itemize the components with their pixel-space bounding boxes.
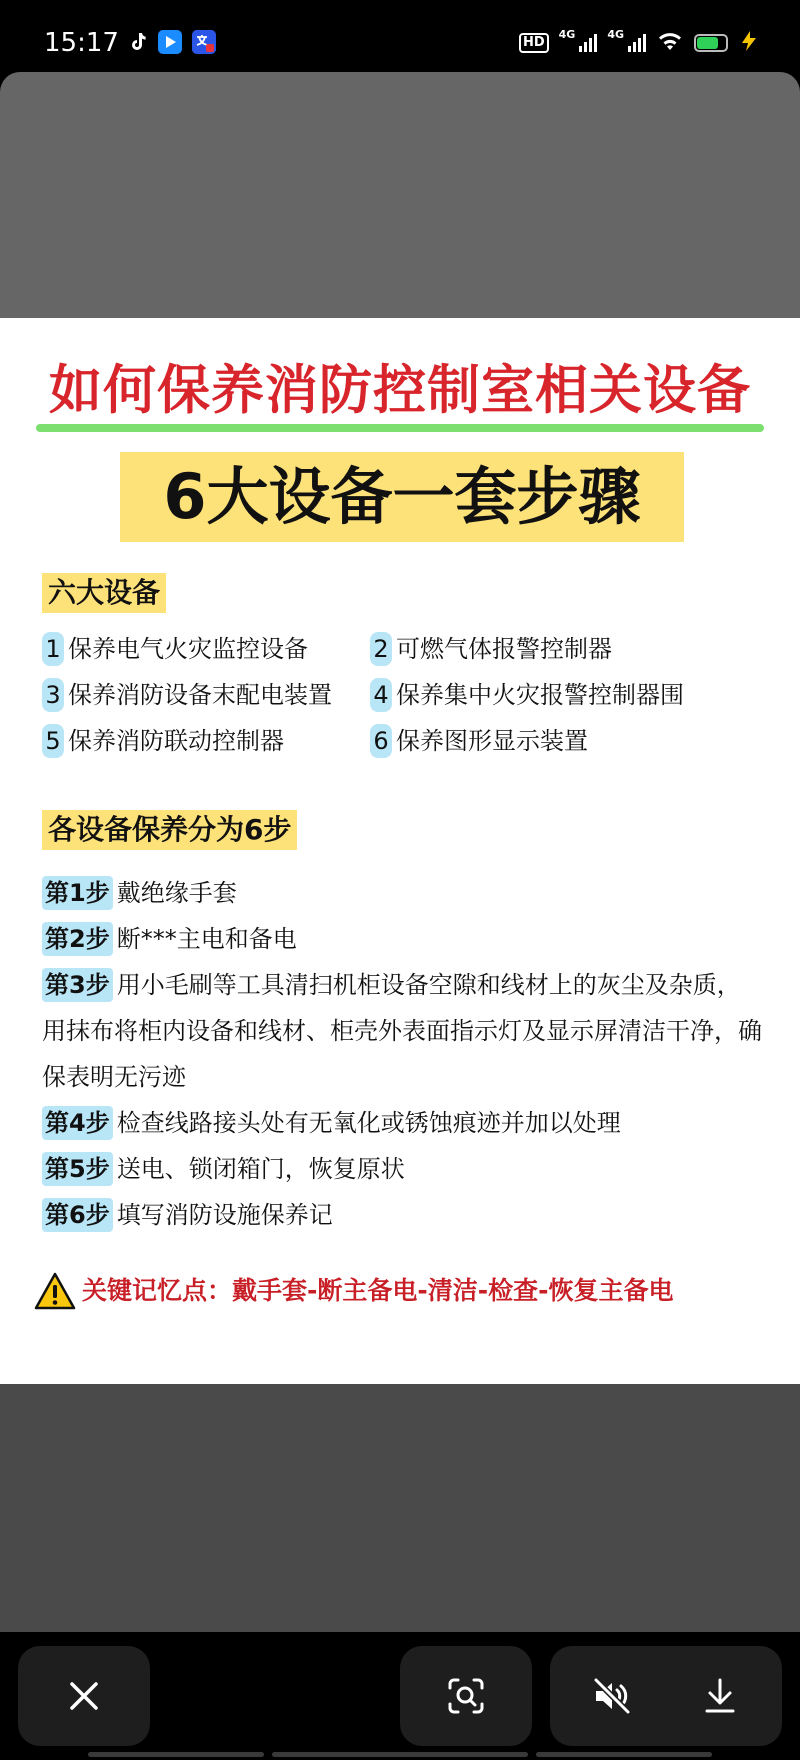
document-image xyxy=(0,318,800,1384)
visual-search-icon xyxy=(442,1672,490,1720)
step-label: 第5步 xyxy=(42,1152,113,1186)
step-row xyxy=(42,1100,762,1146)
device-text: 保养集中火灾报警控制器围 xyxy=(396,681,684,709)
step-label: 第1步 xyxy=(42,876,113,910)
download-icon[interactable] xyxy=(696,1672,744,1720)
hd-voice-badge: HD xyxy=(519,33,549,53)
step-label: 第3步 xyxy=(42,968,113,1002)
device-number-badge: 3 xyxy=(42,678,64,712)
status-indicators xyxy=(519,28,760,58)
title-underline xyxy=(36,424,764,432)
close-icon xyxy=(60,1672,108,1720)
device-item xyxy=(42,676,332,714)
signal-strength-icon-2 xyxy=(628,34,646,52)
image-viewer-top-padding xyxy=(0,72,800,318)
device-number-badge: 4 xyxy=(370,678,392,712)
step-row xyxy=(42,916,762,962)
device-item xyxy=(370,676,684,714)
document-subtitle: 6大设备一套步骤 xyxy=(163,460,641,533)
device-text: 保养消防联动控制器 xyxy=(68,727,284,755)
signal-strength-icon xyxy=(579,34,597,52)
speaker-muted-icon[interactable] xyxy=(588,1672,636,1720)
video-app-icon xyxy=(158,30,182,54)
battery-icon xyxy=(694,34,728,52)
step-row xyxy=(42,962,764,1100)
warning-icon xyxy=(34,1271,76,1311)
step-label: 第4步 xyxy=(42,1106,113,1140)
visual-search-button[interactable] xyxy=(400,1646,532,1746)
charging-bolt-icon xyxy=(738,30,760,57)
device-number-badge: 1 xyxy=(42,632,64,666)
step-text: 填写消防设施保养记 xyxy=(116,1201,333,1229)
wifi-icon xyxy=(656,30,684,56)
step-text: 断***主电和备电 xyxy=(116,925,297,953)
step-row xyxy=(42,870,762,916)
image-viewer-bottom-padding xyxy=(0,1384,800,1632)
bottom-toolbar xyxy=(0,1632,800,1760)
tiktok-icon xyxy=(126,30,150,54)
network-label-1: 4G xyxy=(558,28,576,41)
device-number-badge: 6 xyxy=(370,724,392,758)
device-text: 保养电气火灾监控设备 xyxy=(68,635,308,663)
step-row xyxy=(42,1192,762,1238)
device-text: 可燃气体报警控制器 xyxy=(396,635,612,663)
device-item xyxy=(370,630,612,668)
devices-section-heading: 六大设备 xyxy=(42,573,166,613)
translate-app-icon xyxy=(192,30,216,54)
network-label-2: 4G xyxy=(607,28,624,41)
step-text: 用小毛刷等工具清扫机柜设备空隙和线材上的灰尘及杂质，用抹布将柜内设备和线材、柜壳外表面指示灯及显示屏清洁干净，确保表明无污迹 xyxy=(42,971,762,1091)
step-label: 第2步 xyxy=(42,922,113,956)
device-number-badge: 5 xyxy=(42,724,64,758)
home-indicator-segment xyxy=(536,1752,712,1757)
device-item xyxy=(42,722,284,760)
key-memo xyxy=(34,1268,774,1314)
close-button[interactable] xyxy=(18,1646,150,1746)
home-indicator-segment xyxy=(272,1752,528,1757)
status-time: 15:17 xyxy=(44,28,119,58)
memo-text: 关键记忆点：戴手套-断主备电-清洁-检查-恢复主备电 xyxy=(82,1276,674,1305)
home-indicator-segment xyxy=(88,1752,264,1757)
step-label: 第6步 xyxy=(42,1198,113,1232)
step-text: 送电、锁闭箱门，恢复原状 xyxy=(116,1155,405,1183)
device-text: 保养图形显示装置 xyxy=(396,727,588,755)
document-title: 如何保养消防控制室相关设备 xyxy=(49,360,751,421)
status-bar xyxy=(0,0,800,72)
device-item xyxy=(370,722,588,760)
step-row xyxy=(42,1146,762,1192)
step-text: 戴绝缘手套 xyxy=(116,879,237,907)
media-actions-group xyxy=(550,1646,782,1746)
device-number-badge: 2 xyxy=(370,632,392,666)
device-item xyxy=(42,630,308,668)
device-text: 保养消防设备末配电装置 xyxy=(68,681,332,709)
step-text: 检查线路接头处有无氧化或锈蚀痕迹并加以处理 xyxy=(116,1109,621,1137)
steps-section-heading: 各设备保养分为6步 xyxy=(42,810,297,850)
